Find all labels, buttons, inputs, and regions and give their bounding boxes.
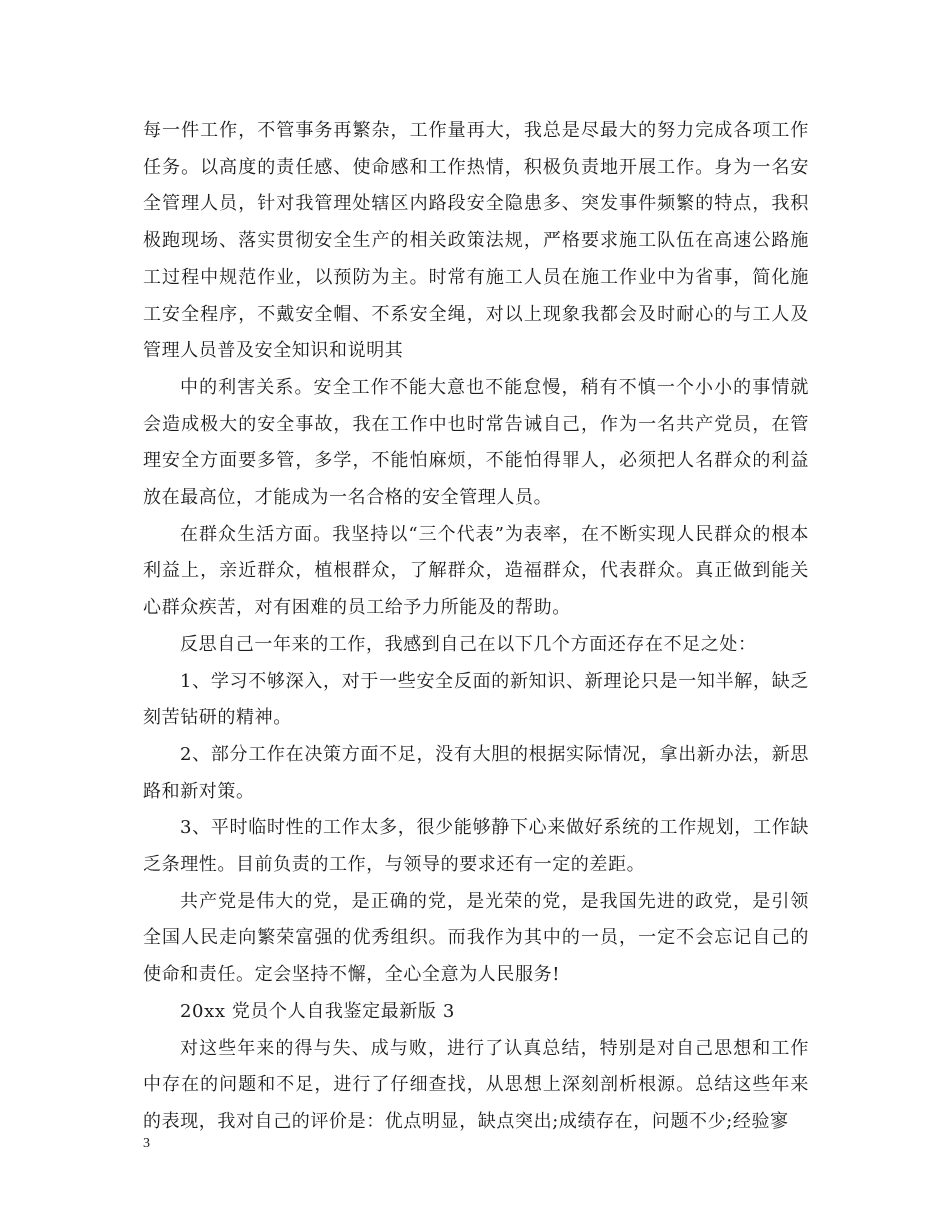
paragraph: 在群众生活方面。我坚持以“三个代表”为表率，在不断实现人民群众的根本利益上，亲近群众，植根群众，了解群众，造福群众，代表群众。真正做到能关心群众疾苦，对有困难的员工给予力所能及的帮助。 [143,523,809,619]
list-item: 3、平时临时性的工作太多，很少能够静下心来做好系统的工作规划，工作缺乏条理性。目前负责的工作，与领导的要求还有一定的差距。 [143,817,809,876]
list-item: 2、部分工作在决策方面不足，没有大胆的根据实际情况，拿出新办法，新思路和新对策。 [143,743,809,802]
paragraph: 对这些年来的得与失、成与败，进行了认真总结，特别是对自己思想和工作中存在的问题和不足，进行了仔细查找，从思想上深刻剖析根源。总结这些年来的表现，我对自己的评价是：优点明显，缺点突出;成绩存在，问题不少;经验寥 [143,1037,809,1132]
page-number: 3 [143,1136,150,1151]
paragraph: 每一件工作，不管事务再繁杂，工作量再大，我总是尽最大的努力完成各项工作任务。以高度的责任感、使命感和工作热情，积极负责地开展工作。身为一名安全管理人员，针对我管理处辖区内路段安全隐患多、突发事件频繁的特点，我积极跑现场、落实贯彻安全生产的相关政策法规，严格要求施工队伍在高速公路施工过程中规范作业，以预防为主。时常有施工人员在施工作业中为省事，简化施工安全程序，不戴安全帽、不系安全绳，对以上现象我都会及时耐心的与工人及管理人员普及安全知识和说明其 [143,120,809,362]
list-item: 1、学习不够深入，对于一些安全反面的新知识、新理论只是一知半解，缺乏刻苦钻研的精神。 [143,670,809,729]
section-heading: 20xx 党员个人自我鉴定最新版 3 [180,1000,455,1022]
paragraph: 反思自己一年来的工作，我感到自己在以下几个方面还存在不足之处： [180,633,757,655]
paragraph: 共产党是伟大的党，是正确的党，是光荣的党，是我国先进的政党，是引领全国人民走向繁荣富强的优秀组织。而我作为其中的一员，一定不会忘记自己的使命和责任。定会坚持不懈，全心全意为人民服务! [143,890,809,986]
document-body [143,113,809,1141]
paragraph: 中的利害关系。安全工作不能大意也不能怠慢，稍有不慎一个小小的事情就会造成极大的安全事故，我在工作中也时常告诫自己，作为一名共产党员，在管理安全方面要多管，多学，不能怕麻烦，不能怕得罪人，必须把人名群众的利益放在最高位，才能成为一名合格的安全管理人员。 [143,376,809,509]
